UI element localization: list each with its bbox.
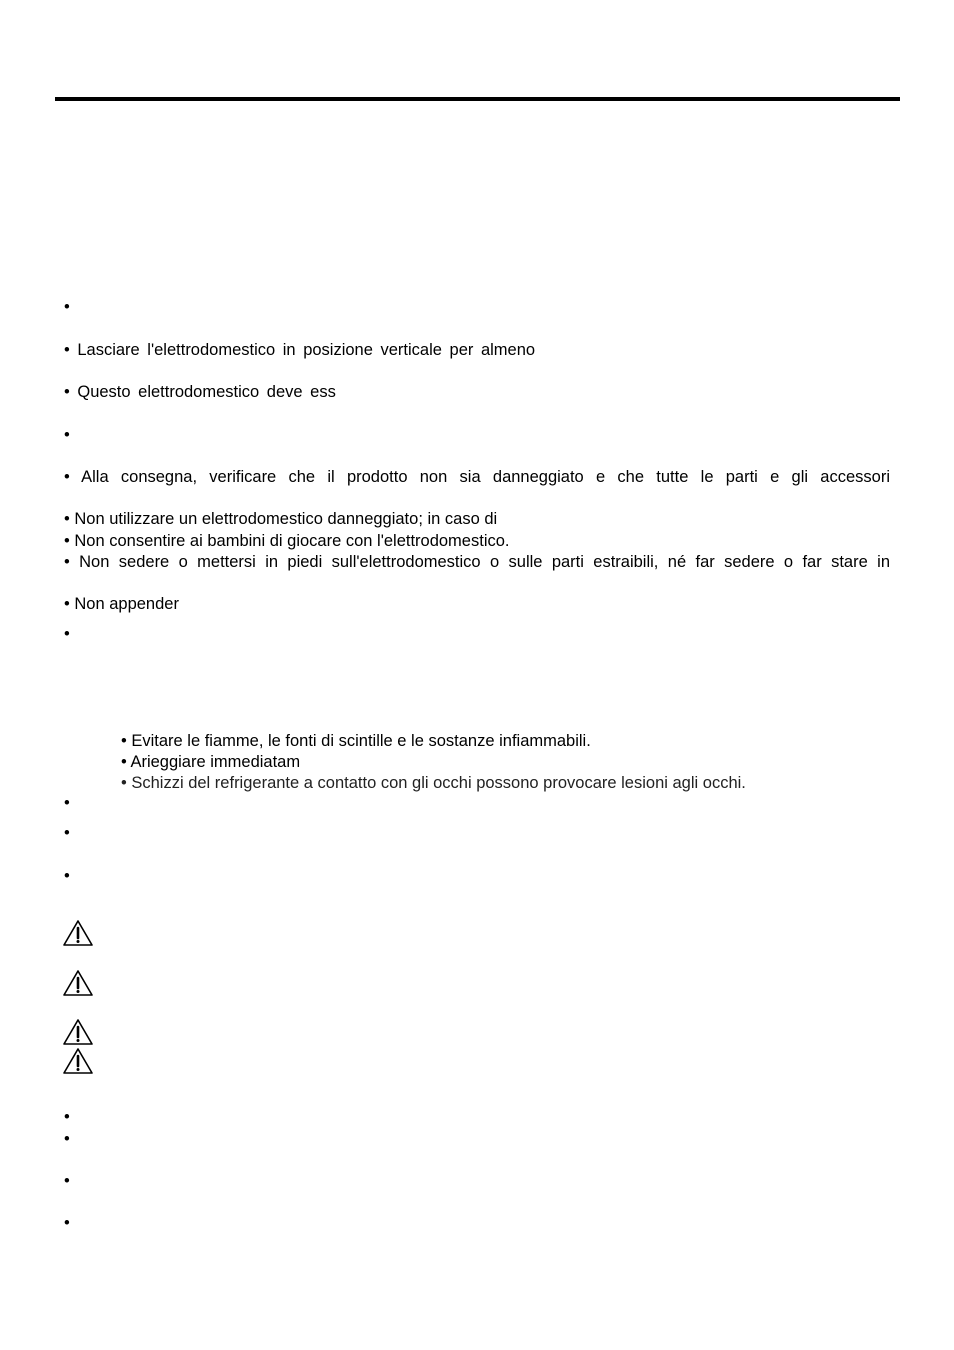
bullet-item: • xyxy=(64,1172,70,1190)
text-line-do-not-hang: • Non appender xyxy=(64,595,179,613)
bullet-item: • xyxy=(64,794,70,812)
text-line-do-not-sit: • Non sedere o mettersi in piedi sull'elettrodomestico o sulle parti estraibili, né far sedere o far stare in xyxy=(64,553,890,571)
warning-triangle-icon xyxy=(62,919,94,947)
text-line-delivery-check: • Alla consegna, verificare che il prodotto non sia danneggiato e che tutte le parti e gli accessori xyxy=(64,468,890,486)
bullet-item: • xyxy=(64,1214,70,1232)
warning-triangle-icon xyxy=(62,1018,94,1046)
text-line-children: • Non consentire ai bambini di giocare con l'elettrodomestico. xyxy=(64,532,510,550)
bullet-item: • xyxy=(64,1108,70,1126)
bullet-item: • xyxy=(64,824,70,842)
text-line-upright-position: • Lasciare l'elettrodomestico in posizione verticale per almeno xyxy=(64,341,536,359)
text-line-damaged-appliance: • Non utilizzare un elettrodomestico danneggiato; in caso di xyxy=(64,510,498,528)
text-line-ventilate: • Arieggiare immediatam xyxy=(121,753,301,771)
text-line-appliance-must: • Questo elettrodomestico deve ess xyxy=(64,383,336,401)
bullet-item: • xyxy=(64,1130,70,1148)
warning-triangle-icon xyxy=(62,969,94,997)
bullet-item: • xyxy=(64,298,70,316)
header-rule xyxy=(55,97,900,101)
bullet-item: • xyxy=(64,867,70,885)
text-line-refrigerant-eyes: • Schizzi del refrigerante a contatto con gli occhi possono provocare lesioni agli occhi. xyxy=(121,774,746,792)
text-line-avoid-flames: • Evitare le fiamme, le fonti di scintille e le sostanze infiammabili. xyxy=(121,732,591,750)
bullet-item: • xyxy=(64,625,70,643)
bullet-item: • xyxy=(64,426,70,444)
warning-triangle-icon xyxy=(62,1047,94,1075)
